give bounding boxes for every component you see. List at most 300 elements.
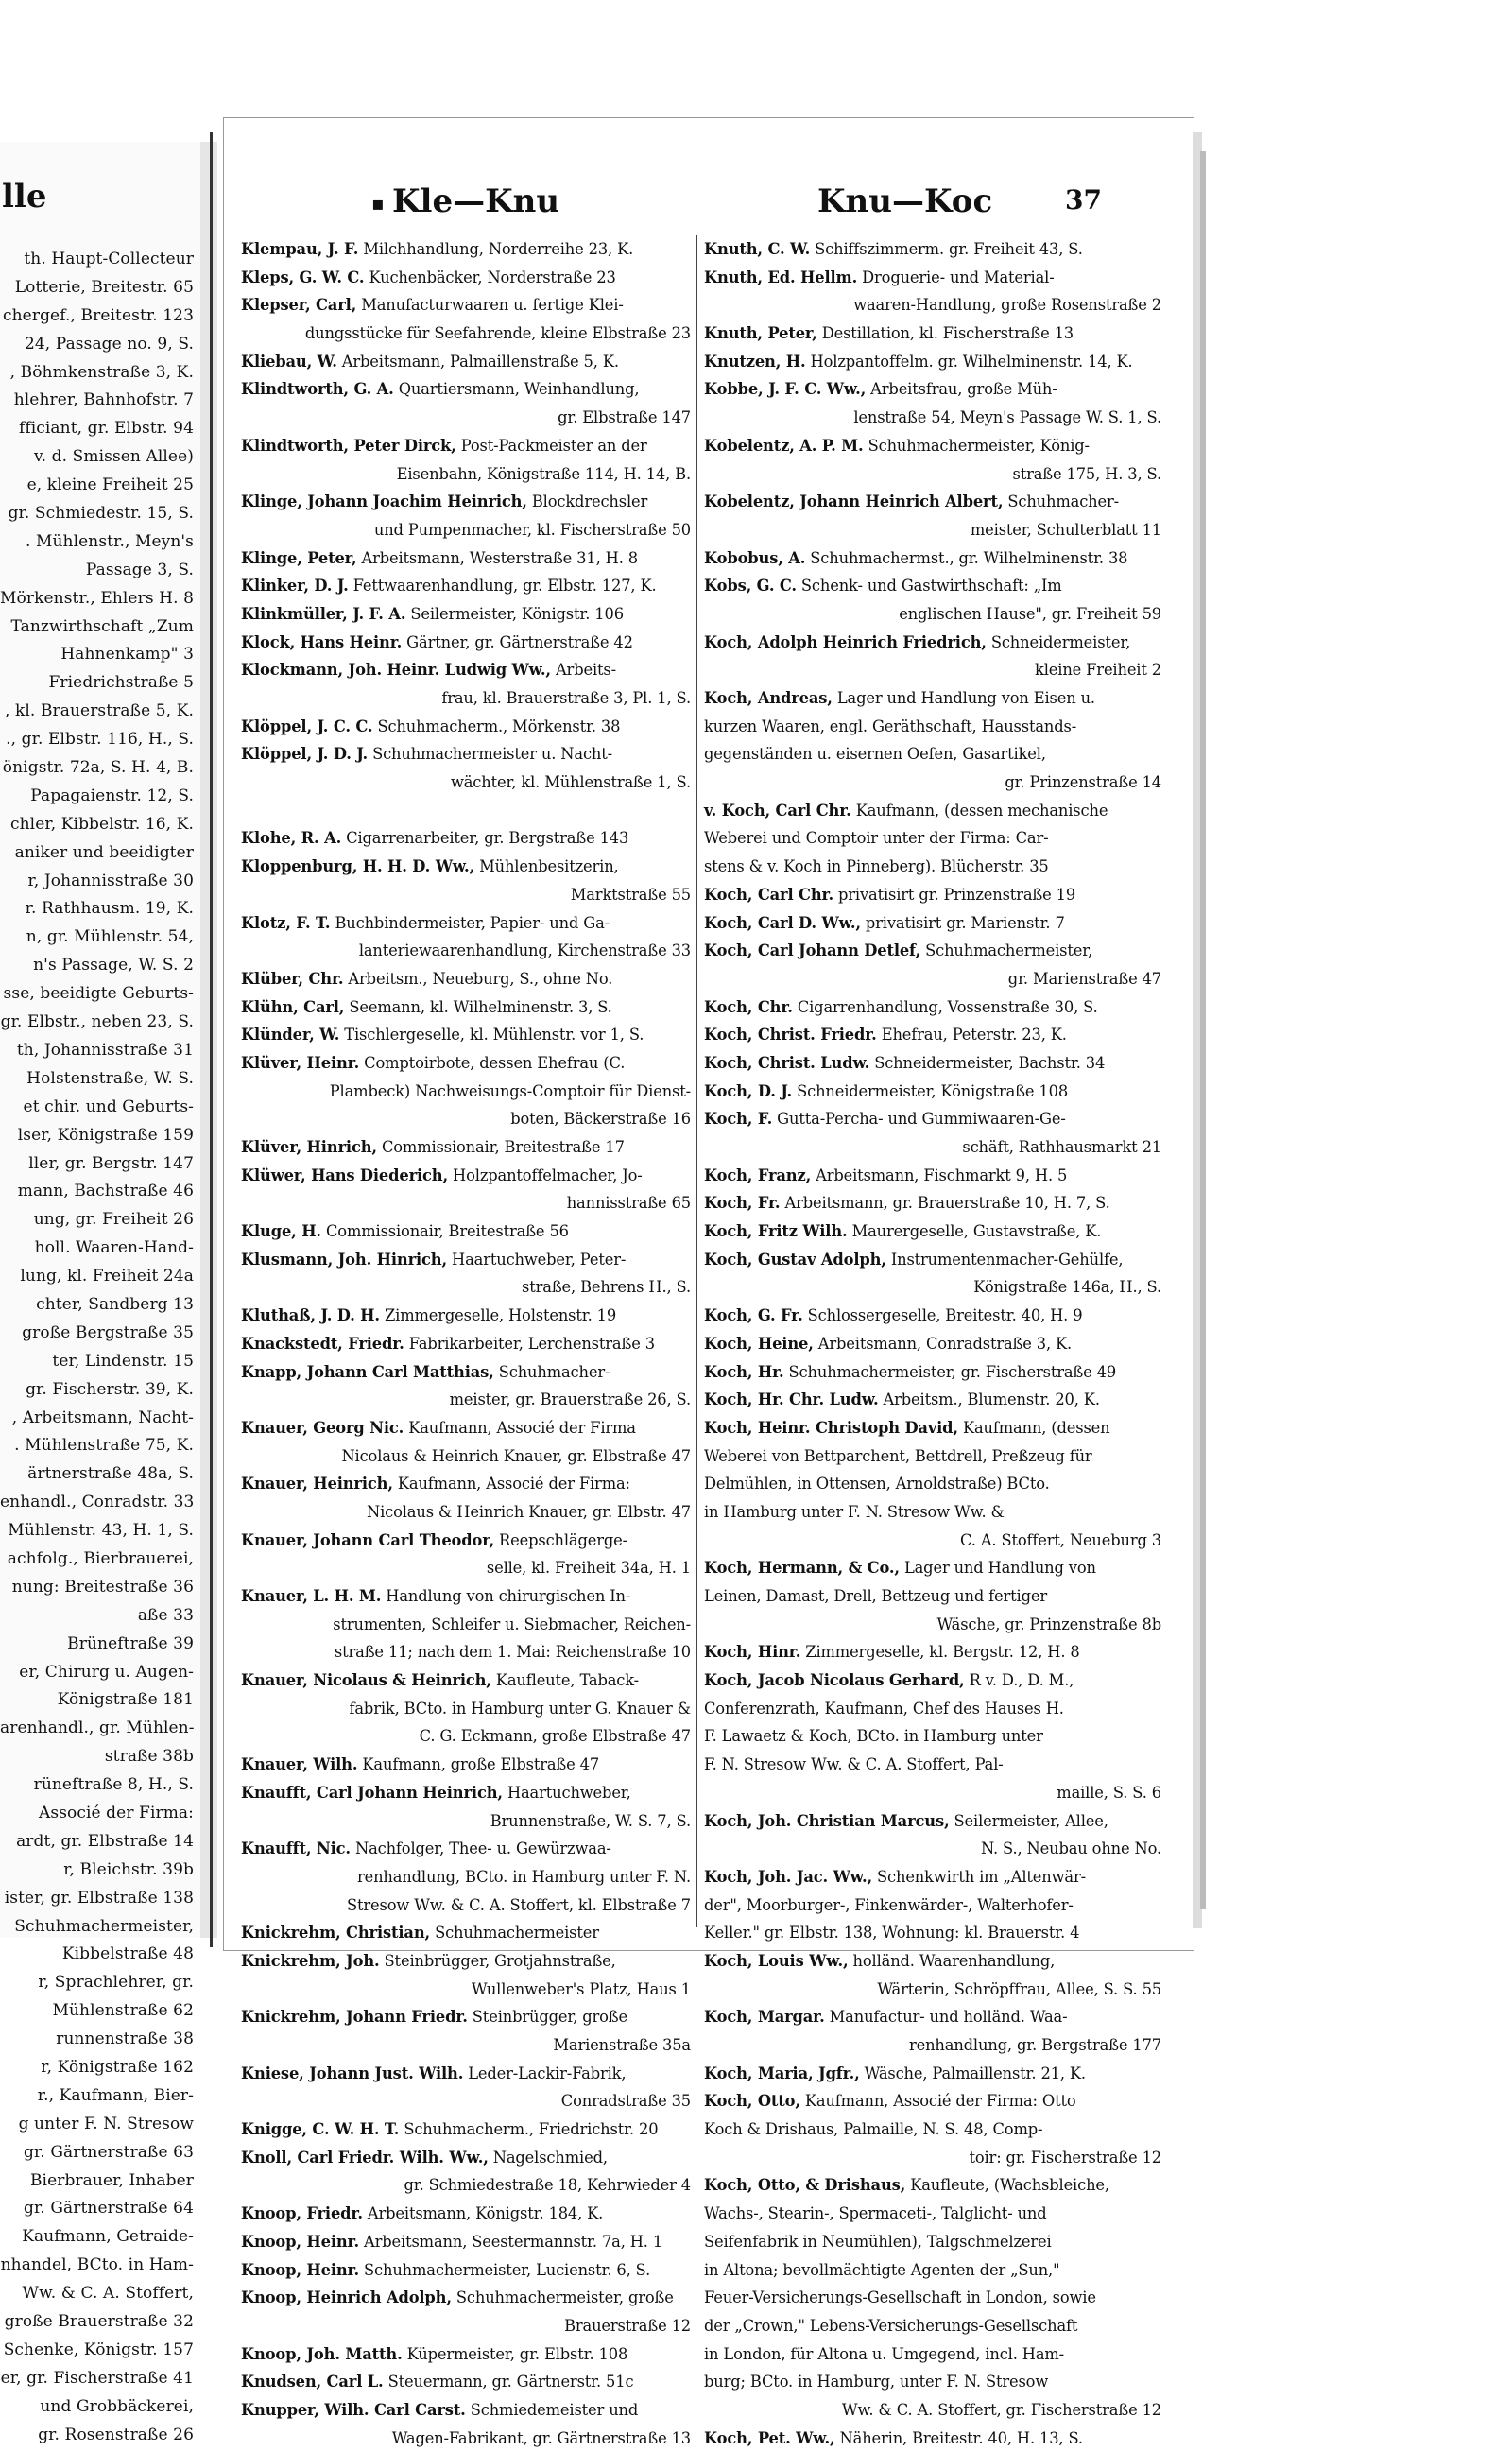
entry-line xyxy=(704,2060,1161,2088)
facing-page-line: gr. Fischerstr. 39, K. xyxy=(26,1379,194,1399)
facing-page-line: . Mühlenstr., Meyn's xyxy=(25,531,194,551)
entry-name: Koch, F. xyxy=(704,1110,773,1129)
entry-details: Kaufmann, große Elbstraße 47 xyxy=(357,1755,600,1774)
entry-continuation: straße 11; nach dem 1. Mai: Reichenstraße 10 xyxy=(334,1643,691,1662)
facing-page-line: straße 38b xyxy=(104,1747,194,1767)
entry-continuation: dungsstücke für Seefahrende, kleine Elbstraße 23 xyxy=(304,324,691,343)
entry-line xyxy=(704,2003,1161,2031)
entry-line xyxy=(704,1105,1161,1133)
entry-name: Koch, Franz, xyxy=(704,1166,812,1184)
entry-details: Commissionair, Breitestraße 56 xyxy=(320,1222,569,1241)
entry-continuation: Wagen-Fabrikant, gr. Gärtnerstraße 13 xyxy=(391,2428,691,2447)
entry-continuation: Nicolaus & Heinrich Knauer, gr. Elbstraße 47 xyxy=(341,1446,691,1465)
entry-name: Koch, Carl Chr. xyxy=(704,885,833,904)
facing-page-line: hlehrer, Bahnhofstr. 7 xyxy=(13,390,194,410)
entry-line xyxy=(704,629,1161,657)
entry-details: Kaufleute, Taback- xyxy=(490,1671,640,1690)
facing-page-line: gr. Schmiedestr. 15, S. xyxy=(8,504,194,524)
entry-line xyxy=(241,544,691,573)
book-gutter xyxy=(200,142,217,1938)
entry-line xyxy=(241,1470,691,1498)
entry-name: Klotz, F. T. xyxy=(241,913,331,932)
entry-details: Arbeitsm., Neueburg, S., ohne No. xyxy=(343,969,613,988)
entry-line xyxy=(241,965,691,993)
entry-line xyxy=(241,432,691,460)
entry-line xyxy=(241,2284,691,2312)
entry-line xyxy=(241,1779,691,1807)
entry-name: Klockmann, Joh. Heinr. Ludwig Ww., xyxy=(241,661,551,680)
facing-page-line: th, Johannisstraße 31 xyxy=(16,1040,194,1060)
entry-line xyxy=(241,291,691,319)
entry-line xyxy=(704,1049,1161,1078)
facing-page-line: n, gr. Mühlenstr. 54, xyxy=(26,927,194,947)
facing-page-line: gr. Rosenstraße 26 xyxy=(38,2425,194,2444)
facing-page-line: önigstr. 72a, S. H. 4, B. xyxy=(2,758,194,778)
entry-line xyxy=(704,488,1161,516)
facing-page-line: mann, Bachstraße 46 xyxy=(17,1182,194,1201)
entry-name: Kniese, Johann Just. Wilh. xyxy=(241,2063,464,2082)
entry-name: Koch, D. J. xyxy=(704,1081,793,1100)
entry-name: Klüver, Hinrich, xyxy=(241,1138,377,1156)
entry-name: Klepser, Carl, xyxy=(241,296,357,315)
entry-details: Schenk- und Gastwirthschaft: „Im xyxy=(796,577,1062,596)
entry-details: Destillation, kl. Fischerstraße 13 xyxy=(816,324,1074,343)
facing-page-line: , kl. Brauerstraße 5, K. xyxy=(4,701,194,721)
facing-page-line: g unter F. N. Stresow xyxy=(18,2114,194,2133)
entry-details: Blockdrechsler xyxy=(526,492,648,511)
entry-continuation: meister, gr. Brauerstraße 26, S. xyxy=(449,1390,691,1409)
entry-continuation: selle, kl. Freiheit 34a, H. 1 xyxy=(486,1559,691,1578)
entry-line xyxy=(704,684,1161,713)
entry-details: Arbeitsmann, Seestermannstr. 7a, H. 1 xyxy=(359,2232,663,2251)
entry-line xyxy=(241,2368,691,2396)
entry-continuation: burg; BCto. in Hamburg, unter F. N. Stresow xyxy=(704,2373,1049,2392)
entry-line xyxy=(241,656,691,684)
header-range-right: Knu—Koc xyxy=(817,182,993,220)
entry-details: Fettwaarenhandlung, gr. Elbstr. 127, K. xyxy=(348,577,657,596)
entry-line xyxy=(241,713,691,741)
facing-page-line: r. Rathhausm. 19, K. xyxy=(25,899,194,919)
entry-continuation: boten, Bäckerstraße 16 xyxy=(510,1110,691,1129)
entry-name: Kobelentz, A. P. M. xyxy=(704,436,864,455)
entry-line xyxy=(704,1863,1161,1891)
entry-name: Knapp, Johann Carl Matthias, xyxy=(241,1362,494,1381)
entry-line xyxy=(241,1751,691,1779)
entry-details: Holzpantoffelm. gr. Wilhelminenstr. 14, K. xyxy=(805,352,1133,371)
entry-details: Fabrikarbeiter, Lerchenstraße 3 xyxy=(404,1334,655,1353)
entry-name: Klusmann, Joh. Hinrich, xyxy=(241,1250,448,1269)
entry-details: Schuhmachermeister u. Nacht- xyxy=(368,745,612,764)
entry-name: Koch, Fritz Wilh. xyxy=(704,1222,848,1241)
facing-page-text xyxy=(0,246,194,2449)
entry-details: Manufactur- und holländ. Waa- xyxy=(824,2008,1068,2027)
facing-page-line: ., gr. Elbstr. 116, H., S. xyxy=(6,730,194,750)
facing-page-line: Tanzwirthschaft „Zum xyxy=(10,616,194,636)
entry-continuation: gr. Schmiedestraße 18, Kehrwieder 4 xyxy=(404,2176,691,2195)
entry-details: Tischlergeselle, kl. Mühlenstr. vor 1, S. xyxy=(339,1026,644,1045)
entry-continuation: Marienstraße 35a xyxy=(553,2036,691,2054)
entry-details: Kaufmann, (dessen xyxy=(957,1418,1110,1437)
entry-details: Schneidermeister, Königstraße 108 xyxy=(792,1081,1069,1100)
entry-name: Koch, Otto, & Drishaus, xyxy=(704,2176,906,2195)
entry-details: Schiffszimmerm. gr. Freiheit 43, S. xyxy=(810,240,1083,258)
facing-page-line: th. Haupt-Collecteur xyxy=(24,250,194,268)
entry-details: Handlung von chirurgischen In- xyxy=(381,1587,631,1605)
entry-name: Koch, Heine, xyxy=(704,1334,814,1353)
entry-details: Steinbrügger, Grotjahnstraße, xyxy=(379,1951,616,1970)
entry-details: Schlossergeselle, Breitestr. 40, H. 9 xyxy=(802,1306,1083,1325)
entry-name: Knauer, Johann Carl Theodor, xyxy=(241,1530,494,1549)
entry-continuation: maille, S. S. 6 xyxy=(1057,1783,1161,1802)
entry-details: Arbeits- xyxy=(550,661,616,680)
entry-line xyxy=(241,2003,691,2031)
entry-name: Koch, Gustav Adolph, xyxy=(704,1250,886,1269)
entry-continuation: F. Lawaetz & Koch, BCto. in Hamburg unter xyxy=(704,1727,1043,1746)
entry-line xyxy=(241,348,691,376)
entry-line xyxy=(704,2425,1161,2452)
entry-line xyxy=(704,1386,1161,1414)
entry-line xyxy=(704,1638,1161,1666)
facing-page-line: fficiant, gr. Elbstr. 94 xyxy=(18,419,194,439)
facing-page-line: v. d. Smissen Allee) xyxy=(33,447,194,467)
entry-details: R v. D., D. M., xyxy=(964,1671,1074,1690)
entry-continuation: frau, kl. Brauerstraße 3, Pl. 1, S. xyxy=(441,689,691,707)
facing-page-line: gr. Elbstr., neben 23, S. xyxy=(0,1012,194,1032)
entry-name: Klöppel, J. D. J. xyxy=(241,745,369,764)
entry-line xyxy=(241,1330,691,1358)
entry-line xyxy=(704,375,1161,404)
facing-page-line: Mühlenstraße 62 xyxy=(52,2001,194,2021)
entry-continuation: gr. Elbstraße 147 xyxy=(558,408,691,427)
entry-name: Koch, Carl Johann Detlef, xyxy=(704,941,921,960)
page-number: 37 xyxy=(1065,184,1102,216)
entry-continuation: fabrik, BCto. in Hamburg unter G. Knauer & xyxy=(349,1699,691,1718)
facing-page-line: 24, Passage no. 9, S. xyxy=(24,334,194,354)
entries-column-right xyxy=(704,235,1161,2447)
entry-name: Klinker, D. J. xyxy=(241,577,349,596)
entry-name: Kobobus, A. xyxy=(704,548,806,567)
facing-page-line: rüneftraße 8, H., S. xyxy=(33,1775,194,1795)
facing-page-line: nhandel, BCto. in Ham- xyxy=(0,2255,194,2275)
entry-details: Haartuchweber, xyxy=(502,1783,631,1802)
entry-continuation: der", Moorburger-, Finkenwärder-, Walterhofer- xyxy=(704,1895,1074,1914)
entry-name: Klüber, Chr. xyxy=(241,969,344,988)
entry-details: Arbeitsfrau, große Müh- xyxy=(866,380,1057,399)
entry-details: Arbeitsmann, Palmaillenstraße 5, K. xyxy=(336,352,619,371)
entry-continuation: waaren-Handlung, große Rosenstraße 2 xyxy=(853,296,1161,315)
entry-line xyxy=(241,1414,691,1442)
facing-page-line: Lotterie, Breitestr. 65 xyxy=(14,277,194,297)
entry-line xyxy=(241,1835,691,1863)
entry-details: Buchbindermeister, Papier- und Ga- xyxy=(330,913,610,932)
entry-name: Koch, Carl D. Ww., xyxy=(704,913,861,932)
entry-continuation: Weberei und Comptoir unter der Firma: Car- xyxy=(704,829,1049,848)
entry-line xyxy=(241,824,691,853)
entry-name: Kluge, H. xyxy=(241,1222,321,1241)
entry-name: Klempau, J. F. xyxy=(241,240,359,258)
entry-continuation: Delmühlen, in Ottensen, Arnoldstraße) BCto. xyxy=(704,1475,1050,1494)
entry-line xyxy=(704,1358,1161,1387)
entry-name: Knackstedt, Friedr. xyxy=(241,1334,404,1353)
facing-page-line: achfolg., Bierbrauerei, xyxy=(7,1548,194,1568)
entry-details: Seilermeister, Königstr. 106 xyxy=(405,604,624,623)
entry-details: Maurergeselle, Gustavstraße, K. xyxy=(847,1222,1102,1241)
entry-line xyxy=(241,1049,691,1078)
entry-details: Nachfolger, Thee- u. Gewürzwaa- xyxy=(350,1839,611,1858)
entry-line xyxy=(241,1919,691,1947)
entries-column-left xyxy=(241,235,691,2447)
entry-details: Schuhmacher- xyxy=(493,1362,610,1381)
entry-details: Lager und Handlung von Eisen u. xyxy=(832,689,1095,707)
entry-details: Milchhandlung, Norderreihe 23, K. xyxy=(358,240,634,258)
facing-page-line: r, Königstraße 162 xyxy=(41,2058,194,2077)
facing-page-line: enhandl., Conradstr. 33 xyxy=(0,1493,195,1512)
entry-name: Koch, Hr. xyxy=(704,1362,784,1381)
facing-page-left xyxy=(0,142,201,2444)
entry-name: Koch, Adolph Heinrich Friedrich, xyxy=(704,632,987,651)
facing-page-line: lung, kl. Freiheit 24a xyxy=(20,1267,194,1286)
facing-page-line: . Mühlenstraße 75, K. xyxy=(14,1436,194,1456)
entry-line xyxy=(241,1666,691,1695)
entry-line xyxy=(704,1217,1161,1246)
facing-page-line: chter, Sandberg 13 xyxy=(36,1294,194,1314)
facing-page-line: ardt, gr. Elbstraße 14 xyxy=(16,1831,194,1851)
entry-name: Klüver, Heinr. xyxy=(241,1053,360,1072)
entry-name: Klohe, R. A. xyxy=(241,829,342,848)
entry-name: Kobbe, J. F. C. Ww., xyxy=(704,380,867,399)
entry-name: Knauer, Nicolaus & Heinrich, xyxy=(241,1671,491,1690)
entry-details: Nagelschmied, xyxy=(488,2148,608,2167)
entry-details: Droguerie- und Material- xyxy=(857,268,1055,286)
entry-continuation: Koch & Drishaus, Palmaille, N. S. 48, Comp- xyxy=(704,2120,1043,2139)
entry-name: Koch, Fr. xyxy=(704,1194,781,1213)
facing-page-line: , Böhmkenstraße 3, K. xyxy=(9,362,194,382)
entry-name: Kloppenburg, H. H. D. Ww., xyxy=(241,857,475,876)
entry-details: Commissionair, Breitestraße 17 xyxy=(376,1138,625,1156)
entry-line xyxy=(241,488,691,516)
entry-continuation: Keller." gr. Elbstr. 138, Wohnung: kl. Brauerstr. 4 xyxy=(704,1924,1080,1943)
entry-name: Koch, Jacob Nicolaus Gerhard, xyxy=(704,1671,965,1690)
entry-line xyxy=(241,1947,691,1976)
entry-details: Schuhmachermeister, xyxy=(920,941,1093,960)
entry-continuation: strumenten, Schleifer u. Siebmacher, Reichen- xyxy=(333,1615,691,1633)
entry-continuation: schäft, Rathhausmarkt 21 xyxy=(962,1138,1161,1156)
entry-continuation: Wullenweber's Platz, Haus 1 xyxy=(471,1979,691,1998)
entry-name: Kleps, G. W. C. xyxy=(241,268,365,286)
entry-line xyxy=(704,1330,1161,1358)
entry-name: Kobelentz, Johann Heinrich Albert, xyxy=(704,492,1004,511)
entry-name: Klinkmüller, J. F. A. xyxy=(241,604,406,623)
entry-continuation: Plambeck) Nachweisungs-Comptoir für Dienst- xyxy=(329,1081,691,1100)
facing-page-line: große Bergstraße 35 xyxy=(22,1322,194,1342)
entry-line xyxy=(241,2256,691,2285)
entry-continuation: gegenständen u. eisernen Oefen, Gasartikel, xyxy=(704,745,1046,764)
entry-continuation: Seifenfabrik in Neumühlen), Talgschmelzerei xyxy=(704,2232,1052,2251)
facing-page-line: sse, beeidigte Geburts- xyxy=(3,984,194,1004)
entry-name: Knauer, L. H. M. xyxy=(241,1587,382,1605)
entry-details: Cigarrenarbeiter, gr. Bergstraße 143 xyxy=(341,829,629,848)
entry-name: Knupper, Wilh. Carl Carst. xyxy=(241,2400,466,2419)
facing-page-line: ärtnerstraße 48a, S. xyxy=(27,1464,194,1484)
facing-page-header: lle xyxy=(2,178,47,216)
entry-name: Koch, Joh. Jac. Ww., xyxy=(704,1867,872,1886)
entry-line xyxy=(704,319,1161,348)
entry-line xyxy=(241,600,691,629)
facing-page-line: ung, gr. Freiheit 26 xyxy=(33,1210,194,1230)
entry-details: Post-Packmeister an der xyxy=(455,436,647,455)
facing-page-line: r, Bleichstr. 39b xyxy=(63,1859,194,1879)
entry-details: Schuhmachermeister, Lucienstr. 6, S. xyxy=(359,2260,651,2279)
entry-name: Knoop, Heinrich Adolph, xyxy=(241,2288,452,2307)
entry-line xyxy=(241,1217,691,1246)
facing-page-line: und Grobbäckerei, xyxy=(40,2396,194,2416)
entry-name: Koch, Hinr. xyxy=(704,1643,801,1662)
entry-name: Knickrehm, Joh. xyxy=(241,1951,380,1970)
entry-details: Kaufmann, Associé der Firma xyxy=(404,1418,636,1437)
entry-continuation: stens & v. Koch in Pinneberg). Blücherstr. 35 xyxy=(704,857,1049,876)
entry-name: Klünder, W. xyxy=(241,1026,340,1045)
facing-page-line: ller, gr. Bergstr. 147 xyxy=(28,1153,194,1173)
entry-details: Kuchenbäcker, Norderstraße 23 xyxy=(364,268,616,286)
entry-continuation: Conradstraße 35 xyxy=(560,2092,691,2111)
entry-line xyxy=(241,740,691,768)
entry-continuation: Conferenzrath, Kaufmann, Chef des Hauses H. xyxy=(704,1699,1064,1718)
entry-continuation: C. G. Eckmann, große Elbstraße 47 xyxy=(419,1727,691,1746)
entry-name: v. Koch, Carl Chr. xyxy=(704,801,851,820)
facing-page-line: ter, Lindenstr. 15 xyxy=(52,1351,194,1371)
facing-page-line: er, gr. Fischerstraße 41 xyxy=(0,2368,194,2388)
entry-details: Zimmergeselle, kl. Bergstr. 12, H. 8 xyxy=(800,1643,1080,1662)
entry-continuation: gr. Marienstraße 47 xyxy=(1007,969,1161,988)
entry-details: Arbeitsmann, Conradstraße 3, K. xyxy=(813,1334,1073,1353)
facing-page-line: Bierbrauer, Inhaber xyxy=(29,2170,194,2190)
entry-continuation: gr. Prinzenstraße 14 xyxy=(1005,773,1161,792)
entry-name: Klinge, Peter, xyxy=(241,548,357,567)
entry-details: Quartiersmann, Weinhandlung, xyxy=(393,380,640,399)
entry-details: Reepschlägerge- xyxy=(493,1530,627,1549)
facing-page-line: aße 33 xyxy=(137,1605,194,1625)
entry-line xyxy=(704,797,1161,825)
entry-line xyxy=(241,2340,691,2369)
entry-details: Lager und Handlung von xyxy=(899,1559,1096,1578)
facing-page-line: runnenstraße 38 xyxy=(56,2029,194,2049)
facing-page-line: er, Chirurg u. Augen- xyxy=(19,1662,194,1682)
entry-details: privatisirt gr. Prinzenstraße 19 xyxy=(833,885,1076,904)
entry-details: Seilermeister, Allee, xyxy=(949,1811,1108,1830)
entry-details: Zimmergeselle, Holstenstr. 19 xyxy=(379,1306,617,1325)
entry-details: Schneidermeister, Bachstr. 34 xyxy=(869,1053,1106,1072)
entry-line xyxy=(241,993,691,1022)
facing-page-line: große Brauerstraße 32 xyxy=(4,2312,194,2332)
entry-line xyxy=(704,2171,1161,2200)
blank-line xyxy=(241,797,691,825)
entry-name: Koch, Maria, Jgfr., xyxy=(704,2063,860,2082)
entry-continuation: Stresow Ww. & C. A. Stoffert, kl. Elbstraße 7 xyxy=(347,1895,691,1914)
entry-details: Schuhmachermeister, gr. Fischerstraße 49 xyxy=(783,1362,1117,1381)
entry-details: Arbeitsmann, gr. Brauerstraße 10, H. 7, S. xyxy=(780,1194,1110,1213)
entry-line xyxy=(704,1302,1161,1330)
entry-line xyxy=(241,1162,691,1190)
entry-details: Steinbrügger, große xyxy=(467,2008,628,2027)
entry-line xyxy=(704,544,1161,573)
entry-name: Knickrehm, Johann Friedr. xyxy=(241,2008,468,2027)
facing-page-line: arenhandl., gr. Mühlen- xyxy=(0,1718,195,1738)
page-edge-shadow xyxy=(1200,151,1206,1909)
entry-line xyxy=(704,1947,1161,1976)
entry-line xyxy=(704,1246,1161,1274)
entry-continuation: Wärterin, Schröpffrau, Allee, S. S. 55 xyxy=(877,1979,1161,1998)
facing-page-line: n's Passage, W. S. 2 xyxy=(33,956,194,976)
entry-details: Schuhmachermst., gr. Wilhelminenstr. 38 xyxy=(805,548,1128,567)
directory-page xyxy=(223,117,1194,2447)
entry-details: Gärtner, gr. Gärtnerstraße 42 xyxy=(402,632,633,651)
entry-continuation: Weberei von Bettparchent, Bettdrell, Preßzeug für xyxy=(704,1446,1092,1465)
facing-page-line: r, Sprachlehrer, gr. xyxy=(38,1973,194,1993)
entry-line xyxy=(704,2087,1161,2115)
entry-line xyxy=(704,1162,1161,1190)
entry-line xyxy=(241,572,691,600)
facing-page-line: Mörkenstr., Ehlers H. 8 xyxy=(0,588,194,608)
entry-name: Kluthaß, J. D. H. xyxy=(241,1306,380,1325)
entry-name: Koch, Chr. xyxy=(704,997,793,1016)
entry-line xyxy=(241,2060,691,2088)
entry-continuation: kleine Freiheit 2 xyxy=(1035,661,1161,680)
facing-page-line: gr. Gärtnerstraße 64 xyxy=(23,2199,194,2219)
entry-line xyxy=(241,2200,691,2228)
entry-name: Knigge, C. W. H. T. xyxy=(241,2120,400,2139)
entry-details: Schuhmacherm., Friedrichstr. 20 xyxy=(399,2120,659,2139)
facing-page-line: Holstenstraße, W. S. xyxy=(26,1068,194,1088)
entry-name: Klühn, Carl, xyxy=(241,997,345,1016)
entry-details: Arbeitsm., Blumenstr. 20, K. xyxy=(878,1390,1100,1409)
entry-continuation: C. A. Stoffert, Neueburg 3 xyxy=(960,1530,1161,1549)
entry-line xyxy=(704,937,1161,965)
entry-line xyxy=(241,264,691,292)
entry-line xyxy=(704,909,1161,938)
entry-name: Koch, Heinr. Christoph David, xyxy=(704,1418,958,1437)
entry-details: Mühlenbesitzerin, xyxy=(474,857,619,876)
entry-details: holländ. Waarenhandlung, xyxy=(848,1951,1056,1970)
entry-details: Schuhmachermeister, große xyxy=(451,2288,674,2307)
facing-page-line: Papagaienstr. 12, S. xyxy=(30,786,194,805)
entry-name: Kobs, G. C. xyxy=(704,577,797,596)
entry-line xyxy=(241,235,691,264)
entry-details: Haartuchweber, Peter- xyxy=(447,1250,627,1269)
entry-details: Steuermann, gr. Gärtnerstr. 51c xyxy=(383,2373,634,2392)
facing-page-line: gr. Gärtnerstraße 63 xyxy=(23,2142,194,2162)
entry-continuation: toir: gr. Fischerstraße 12 xyxy=(969,2148,1161,2167)
entry-details: Schuhmacher- xyxy=(1003,492,1119,511)
entry-line xyxy=(704,432,1161,460)
facing-page-line: Hahnenkamp" 3 xyxy=(60,645,194,665)
entry-details: Wäsche, Palmaillenstr. 21, K. xyxy=(859,2063,1086,2082)
entry-continuation: Ww. & C. A. Stoffert, gr. Fischerstraße 12 xyxy=(841,2400,1161,2419)
entry-details: Küpermeister, gr. Elbstr. 108 xyxy=(402,2344,628,2363)
facing-page-line: Ww. & C. A. Stoffert, xyxy=(22,2284,194,2304)
entry-details: Ehefrau, Peterstr. 23, K. xyxy=(876,1026,1067,1045)
column-divider xyxy=(696,235,697,1927)
entry-name: Knoop, Friedr. xyxy=(241,2204,363,2223)
facing-page-line: ister, gr. Elbstraße 138 xyxy=(4,1888,194,1908)
header-mark: ▪ xyxy=(371,192,385,215)
entry-continuation: lenstraße 54, Meyn's Passage W. S. 1, S. xyxy=(853,408,1161,427)
entry-continuation: F. N. Stresow Ww. & C. A. Stoffert, Pal- xyxy=(704,1755,1004,1774)
facing-page-line: Königstraße 181 xyxy=(57,1690,194,1710)
entry-line xyxy=(241,1246,691,1274)
entry-name: Koch, Christ. Friedr. xyxy=(704,1026,877,1045)
entry-continuation: Wachs-, Stearin-, Spermaceti-, Talglicht- und xyxy=(704,2204,1047,2223)
entry-name: Knauer, Heinrich, xyxy=(241,1475,393,1494)
